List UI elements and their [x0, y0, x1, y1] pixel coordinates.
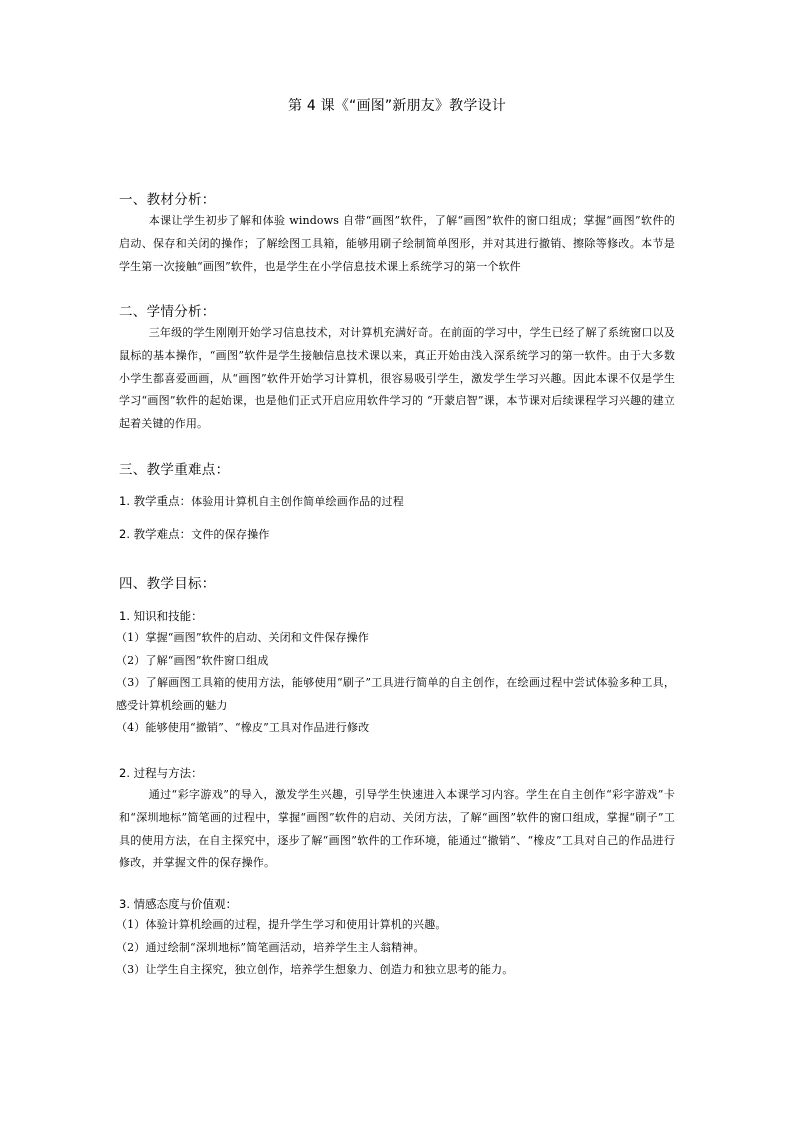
section-heading: 三、教学重难点：: [119, 462, 230, 478]
objective-knowledge-skills: [116, 607, 675, 740]
subsection-heading: 3. 情感态度与价值观：: [119, 897, 238, 911]
section-teaching-objectives: [119, 574, 675, 594]
difficult-point: [119, 525, 675, 544]
difficult-point-label: 2. 教学难点：: [119, 527, 192, 541]
knowledge-skills-list: [116, 627, 675, 740]
key-point: [119, 492, 675, 511]
list-item: （3）了解画图工具箱的使用方法，能够使用“刷子”工具进行简单的自主创作，在绘画过程中尝试体验多种工具，感受计算机绘画的魅力: [116, 676, 675, 712]
section-paragraph: 三年级的学生刚刚开始学习信息技术，对计算机充满好奇。在前面的学习中，学生已经了解了系统窗口以及鼠标的基本操作，“画图”软件是学生接触信息技术课以来，真正开始由浅入深系统学习的第一软件。由于大多数小学生都喜爱画画，从“画图”软件开始学习计算机，很容易吸引学生，激发学生学习兴趣。因此本课不仅是学生学习“画图”软件的起始课，也是他们正式开启应用软件学习的 “开蒙启智”课，本节课对后续课程学习兴趣的建立起着关键的作用。: [119, 326, 675, 431]
objective-emotion-values: [116, 895, 675, 982]
section-student-analysis: [119, 302, 675, 436]
subsection-heading: 2. 过程与方法：: [119, 766, 203, 780]
section-paragraph: 本课让学生初步了解和体验 windows 自带“画图”软件，了解“画图”软件的窗口组成；掌握“画图”软件的启动、保存和关闭的操作；了解绘图工具箱，能够用刷子绘制简单图形，并对其进行撤销、擦除等修改。本节是学生第一次接触“画图”软件，也是学生在小学信息技术课上系统学习的第一个软件: [119, 214, 675, 273]
list-item: （4）能够使用“撤销”、“橡皮”工具对作品进行修改: [116, 721, 370, 735]
subsection-heading: 1. 知识和技能：: [119, 609, 203, 623]
list-item: （2）通过绘制“深圳地标”简笔画活动，培养学生主人翁精神。: [116, 940, 425, 954]
objective-process-methods: [119, 764, 675, 875]
section-heading: 一、教材分析：: [119, 192, 216, 208]
key-point-text: 体验用计算机自主创作简单绘画作品的过程: [191, 495, 404, 508]
list-item: （1）体验计算机绘画的过程，提升学生学习和使用计算机的兴趣。: [116, 918, 447, 931]
section-textbook-analysis: [119, 190, 675, 278]
section-heading: 四、教学目标：: [119, 576, 216, 592]
list-item: （1）掌握“画图”软件的启动、关闭和文件保存操作: [116, 631, 369, 644]
section-key-difficult-points: [119, 460, 675, 480]
emotion-values-list: [116, 914, 675, 982]
section-paragraph: 通过“彩字游戏”的导入，激发学生兴趣，引导学生快速进入本课学习内容。学生在自主创作“彩字游戏”卡和“深圳地标”简笔画的过程中，掌握“画图”软件的启动、关闭方法，了解“画图”软件的窗口组成，掌握“刷子”工具的使用方法，在自主探究中，逐步了解“画图”软件的工作环境，能通过“撤销”、“橡皮”工具对自己的作品进行修改，并掌握文件的保存操作。: [119, 788, 675, 870]
section-heading: 二、学情分析：: [119, 304, 216, 320]
list-item: （2）了解“画图”软件窗口组成: [116, 653, 269, 667]
document-title: 第 4 课《“画图”新朋友》教学设计: [288, 98, 506, 114]
difficult-point-text: 文件的保存操作: [191, 528, 270, 541]
list-item: （3）让学生自主探究，独立创作，培养学生想象力、创造力和独立思考的能力。: [116, 963, 514, 977]
key-point-label: 1. 教学重点：: [119, 494, 192, 508]
